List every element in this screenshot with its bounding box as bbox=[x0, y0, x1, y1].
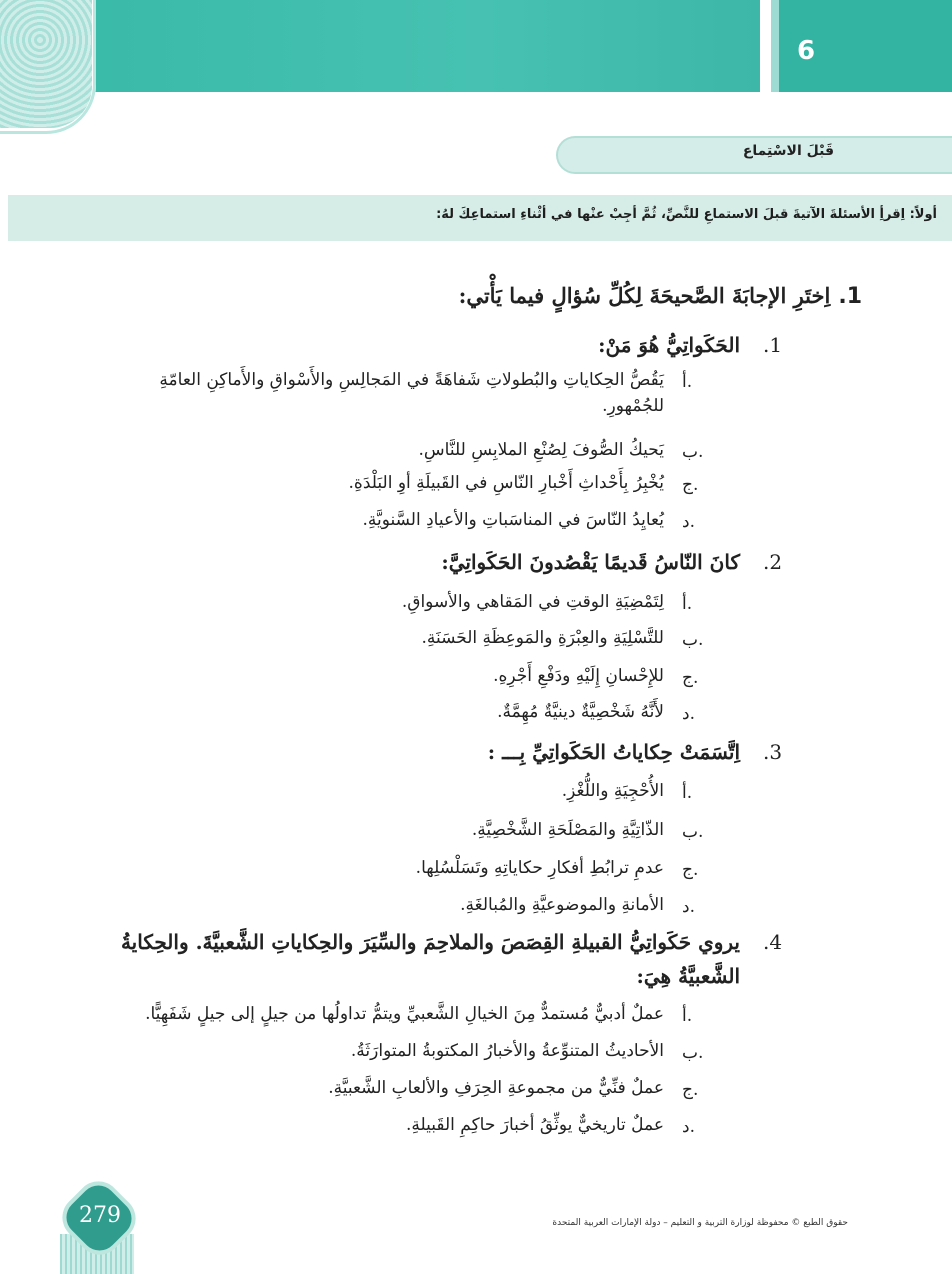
option-letter: أ. bbox=[682, 1006, 693, 1026]
header-band bbox=[60, 0, 760, 92]
option-text: عملٌ أدبيٌّ مُستمدٌّ مِنَ الخيالِ الشَّعبيِّ ويتمُّ تداولُها من جيلٍ إلى جيلٍ شَفَهِيًّا. bbox=[145, 1004, 664, 1024]
question-number: .1 bbox=[763, 333, 783, 357]
option-letter: ب. bbox=[682, 1043, 704, 1063]
corner-frame bbox=[0, 0, 96, 134]
option-text: الأُحْجِيَةِ واللُّغْزِ. bbox=[561, 781, 664, 801]
question-text-continued: الشَّعبيَّةُ هِيَ: bbox=[636, 964, 740, 988]
option-letter: ج. bbox=[682, 475, 699, 495]
option-letter: أ. bbox=[682, 594, 693, 614]
option-letter: ب. bbox=[682, 442, 704, 462]
copyright-notice: حقوق الطبع © محفوظة لوزارة التربية و التعليم – دولة الإمارات العربية المتحدة bbox=[552, 1218, 848, 1228]
option-letter: ج. bbox=[682, 1080, 699, 1100]
option-text: عدمِ ترابُطِ أفكارِ حكاياتِهِ وتَسَلْسُلِها. bbox=[415, 858, 664, 878]
option-text-continued: للجُمْهورِ. bbox=[602, 396, 664, 416]
chapter-number: 6 bbox=[797, 36, 816, 66]
option-text: عملٌ تاريخيٌّ يوثِّقُ أخبارَ حاكِمِ القَبيلةِ. bbox=[405, 1115, 664, 1135]
exercise-number: 1. bbox=[838, 284, 862, 309]
question-number: .3 bbox=[763, 740, 783, 764]
option-letter: أ. bbox=[682, 372, 693, 392]
option-letter: د. bbox=[682, 704, 695, 724]
option-letter: ج. bbox=[682, 668, 699, 688]
question-text: يروي حَكَواتِيُّ القبيلةِ القِصَصَ والملاحِمَ والسِّيَرَ والحِكاياتِ الشَّعبيَّةَ. والحِكايةُ bbox=[120, 930, 740, 954]
instruction-text: أولاً: اِقرأِ الأسئلةَ الآتيةَ قبلَ الاستماعِ للنَّصِّ، ثُمَّ أجِبْ عنْها في أثْناءِ استماعِكَ لهُ: bbox=[436, 207, 937, 222]
question-text: كانَ النّاسُ قَديمًا يَقْصُدونَ الحَكَواتِيَّ: bbox=[441, 550, 740, 574]
option-text: الأحاديثُ المتنوِّعةُ والأخبارُ المكتوبةُ المتوارَثَةُ. bbox=[350, 1041, 664, 1061]
option-text: يَقُصُّ الحِكاياتِ والبُطولاتِ شَفاهَةً في المَجالِسِ والأَسْواقِ والأَماكِنِ العامّةِ bbox=[159, 370, 664, 390]
option-text: لأَنَّهُ شَخْصِيَّةٌ دينيَّةٌ مُهِمَّةٌ. bbox=[497, 702, 664, 722]
option-letter: د. bbox=[682, 512, 695, 532]
exercise-prompt-text: اِختَرِ الإجابَةَ الصَّحيحَةَ لِكُلِّ سُؤالٍ فيما يَأْتي: bbox=[458, 283, 831, 308]
option-text: لِتَمْضِيَةِ الوقتِ في المَقاهي والأسواقِ. bbox=[401, 592, 664, 612]
option-text: يُعايِدُ النّاسَ في المناسَباتِ والأعيادِ السَّنويَّةِ. bbox=[362, 510, 664, 530]
header-divider bbox=[760, 0, 771, 92]
option-letter: ب. bbox=[682, 630, 704, 650]
exercise-prompt bbox=[459, 283, 862, 309]
option-text: الأمانةِ والموضوعيَّةِ والمُبالغَةِ. bbox=[460, 895, 664, 915]
option-text: يَحيكُ الصُّوفَ لِصُنْعِ الملابِسِ للنَّاسِ. bbox=[418, 440, 664, 460]
option-text: للإِحْسانِ إِلَيْهِ ودَفْعِ أَجْرِهِ. bbox=[493, 666, 664, 686]
option-text: الذّاتِيَّةِ والمَصْلَحَةِ الشَّخْصِيَّةِ. bbox=[471, 820, 664, 840]
question-number: .2 bbox=[763, 550, 783, 574]
option-letter: أ. bbox=[682, 783, 693, 803]
option-text: للتَّسْلِيَةِ والعِبْرَةِ والمَوعِظَةِ الحَسَنَةِ. bbox=[421, 628, 664, 648]
option-letter: د. bbox=[682, 897, 695, 917]
option-text: عملٌ فنِّيٌّ من مجموعةِ الحِرَفِ والألعابِ الشَّعبيَّةِ. bbox=[328, 1078, 664, 1098]
page-number: 279 bbox=[79, 1203, 121, 1228]
question-number: .4 bbox=[763, 930, 783, 954]
question-text: اِتَّسَمَتْ حِكاياتُ الحَكَواتِيِّ بِـــ : bbox=[487, 740, 740, 764]
option-letter: ب. bbox=[682, 822, 704, 842]
question-text: الحَكَواتِيُّ هُوَ مَنْ: bbox=[598, 333, 740, 357]
option-letter: د. bbox=[682, 1117, 695, 1137]
section-pill-label: قَبْلَ الاسْتِماع bbox=[742, 143, 834, 159]
option-letter: ج. bbox=[682, 860, 699, 880]
option-text: يُخْبِرُ بِأَحْداثِ أَخْبارِ النّاسِ في القَبيلَةِ أوِ البَلْدَةِ. bbox=[348, 473, 664, 493]
